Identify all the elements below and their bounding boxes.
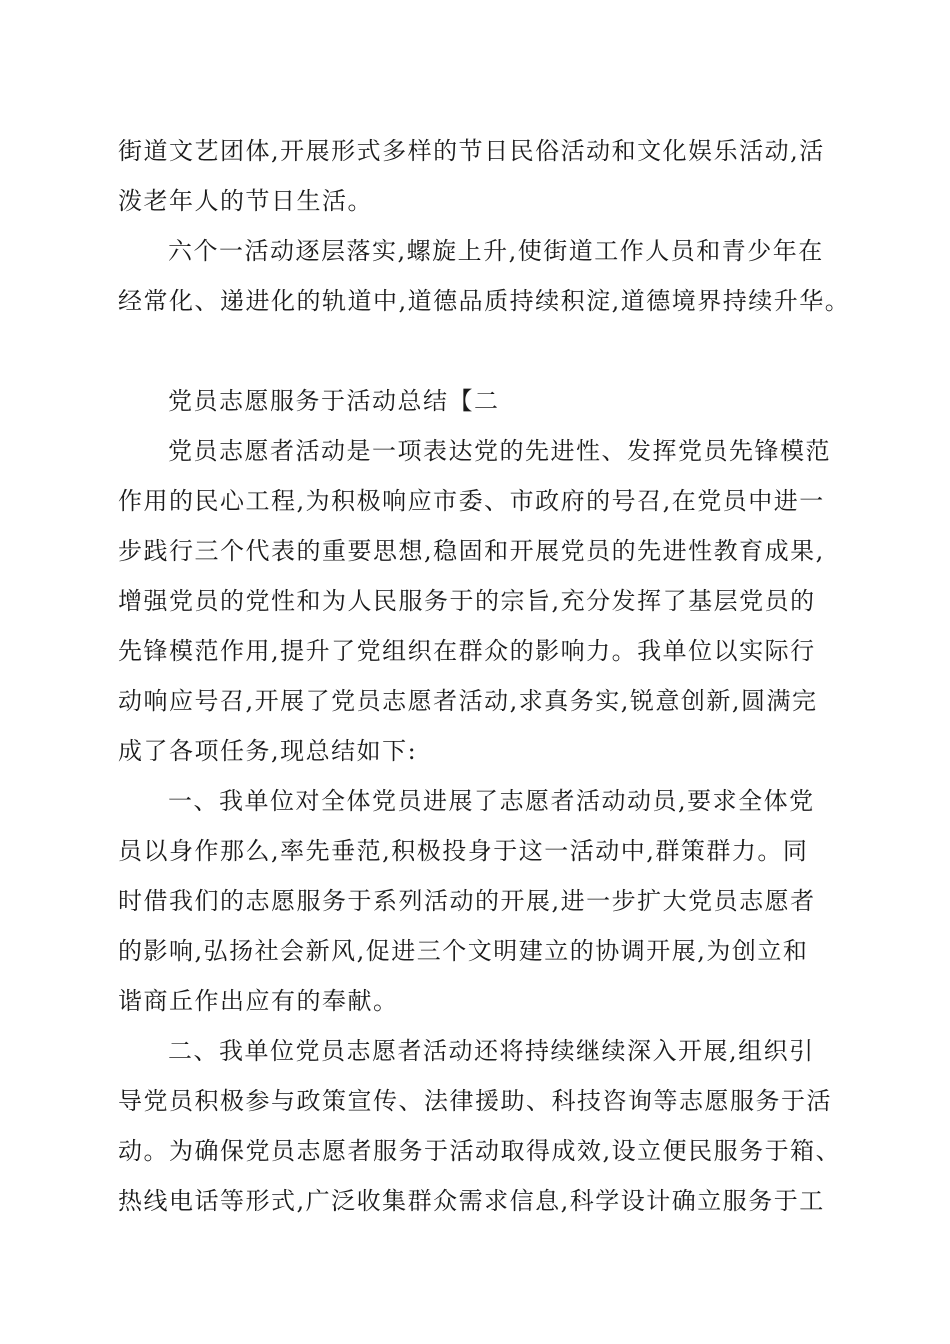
paragraph-line: 导党员积极参与政策宣传、法律援助、科技咨询等志愿服务于活 bbox=[118, 1087, 832, 1115]
paragraph-line: 的影响,弘扬社会新风,促进三个文明建立的协调开展,为创立和 bbox=[118, 937, 809, 965]
paragraph-line: 热线电话等形式,广泛收集群众需求信息,科学设计确立服务于工 bbox=[118, 1187, 825, 1215]
paragraph-line: 成了各项任务,现总结如下: bbox=[118, 737, 418, 765]
paragraph-line: 泼老年人的节日生活。 bbox=[118, 187, 373, 215]
paragraph-line: 员以身作那么,率先垂范,积极投身于这一活动中,群策群力。同 bbox=[118, 837, 809, 865]
paragraph-line: 党员志愿者活动是一项表达党的先进性、发挥党员先锋模范 bbox=[168, 437, 831, 465]
paragraph-line: 经常化、递进化的轨道中,道德品质持续积淀,道德境界持续升华。 bbox=[118, 287, 851, 315]
paragraph-line: 动。为确保党员志愿者服务于活动取得成效,设立便民服务于箱、 bbox=[118, 1137, 842, 1165]
paragraph-line: 作用的民心工程,为积极响应市委、市政府的号召,在党员中进一 bbox=[118, 487, 825, 515]
paragraph-line: 六个一活动逐层落实,螺旋上升,使街道工作人员和青少年在 bbox=[168, 237, 824, 265]
paragraph-line: 谐商丘作出应有的奉献。 bbox=[118, 987, 399, 1015]
paragraph-line: 增强党员的党性和为人民服务于的宗旨,充分发挥了基层党员的 bbox=[118, 587, 816, 615]
paragraph-line: 时借我们的志愿服务于系列活动的开展,进一步扩大党员志愿者 bbox=[118, 887, 816, 915]
paragraph-line: 步践行三个代表的重要思想,稳固和开展党员的先进性教育成果, bbox=[118, 537, 825, 565]
paragraph-line: 一、我单位对全体党员进展了志愿者活动动员,要求全体党 bbox=[168, 787, 815, 815]
section-heading: 党员志愿服务于活动总结【二 bbox=[168, 387, 500, 415]
paragraph-line: 动响应号召,开展了党员志愿者活动,求真务实,锐意创新,圆满完 bbox=[118, 687, 818, 715]
paragraph-line: 先锋模范作用,提升了党组织在群众的影响力。我单位以实际行 bbox=[118, 637, 816, 665]
paragraph-line: 二、我单位党员志愿者活动还将持续继续深入开展,组织引 bbox=[168, 1037, 815, 1065]
paragraph-line: 街道文艺团体,开展形式多样的节日民俗活动和文化娱乐活动,活 bbox=[118, 137, 825, 165]
